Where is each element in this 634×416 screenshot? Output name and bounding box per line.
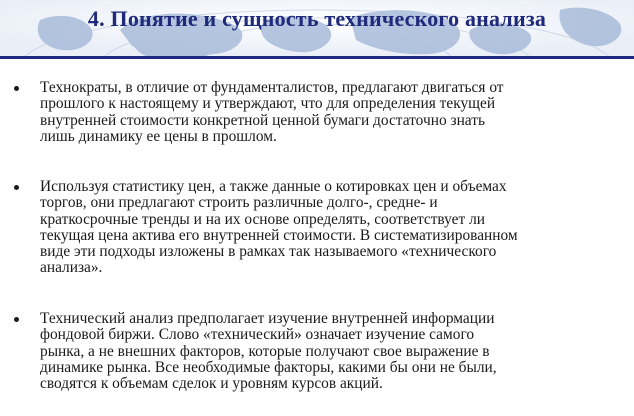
bullet-text: Используя статистику цен, а также данные о котировках цен и объемах торгов, они предлагают строить различные долго-, средне- и краткосрочные тренды и на их основе определять, соответствует ли текущая цена актива его внутренней стоимости. В систематизированном виде эти подходы изложены в рамках так называемого «технического анализа». [40, 178, 518, 277]
title-divider [0, 56, 634, 59]
slide-content [0, 60, 634, 416]
bullet-dot-icon [14, 185, 19, 190]
bullet-text: Технократы, в отличие от фундаменталистов, предлагают двигаться от прошлого к настоящему и утверждают, что для определения текущей внутренней стоимости конкретной ценной бумаги достаточно знать лишь динамику ее цены в прошлом. [40, 79, 504, 145]
bullet-dot-icon [14, 86, 19, 91]
bullet-text: Технический анализ предполагает изучение внутренней информации фондовой биржи. Слово «технический» означает изучение самого рынка, а не внешних факторов, которые получают свое выражение в динамике рынка. Все необходимые факторы, какими бы они не были, сводятся к объемам сделок и уровням курсов акций. [40, 310, 497, 393]
slide-header [0, 0, 634, 56]
bullet-dot-icon [14, 317, 19, 322]
slide-title: 4. Понятие и сущность технического анализа [87, 6, 547, 31]
